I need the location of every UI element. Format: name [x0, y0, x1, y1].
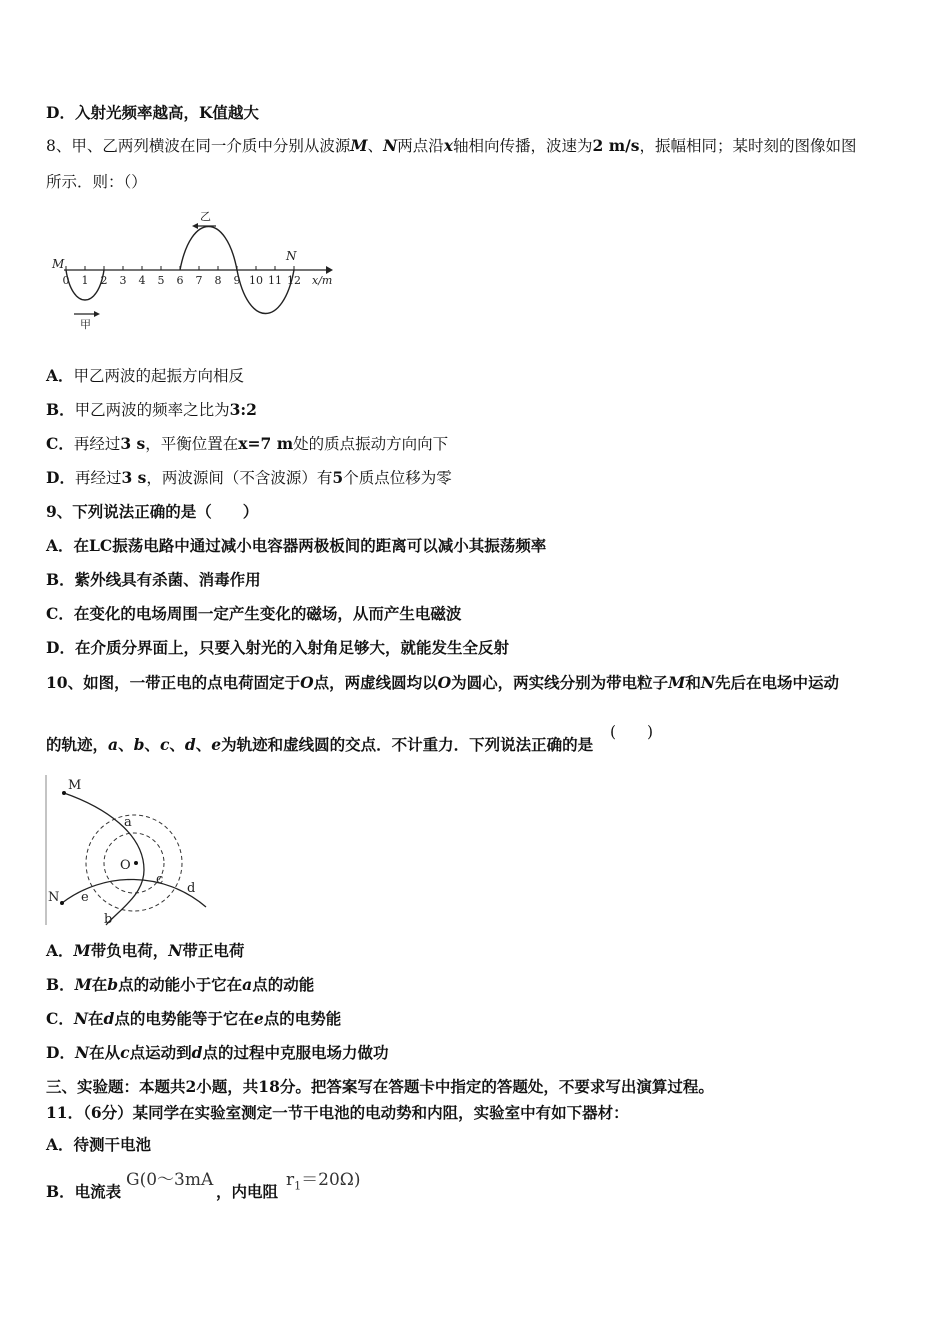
label-d: d [187, 881, 196, 896]
label-a: a [124, 815, 132, 830]
q10-answer-paren: ( ) [610, 723, 654, 741]
tick-2: 2 [100, 274, 108, 287]
tick-8: 8 [214, 274, 222, 287]
q10-option-d: D．N在从c点运动到d点的过程中克服电场力做功 [46, 1043, 389, 1062]
q10-field-figure [44, 775, 214, 927]
tick-11: 11 [268, 274, 282, 287]
q10-option-a: A．M带负电荷，N带正电荷 [46, 941, 245, 960]
q9-option-a: A．在LC振荡电路中通过减小电容器两极板间的距离可以减小其振荡频率 [46, 536, 547, 555]
q9-option-b: B．紫外线具有杀菌、消毒作用 [46, 570, 261, 589]
q9-option-d: D．在介质分界面上，只要入射光的入射角足够大，就能发生全反射 [46, 638, 509, 657]
q10-stem-line1: 10、如图，一带正电的点电荷固定于O点，两虚线圆均以O为圆心，两实线分别为带电粒子M和N先后在电场中运动 [46, 673, 840, 692]
q8-stem-line1: 8、甲、乙两列横波在同一介质中分别从波源M、N两点沿x轴相向传播，波速为2 m/s，振幅相同；某时刻的图像如图 [46, 136, 857, 155]
label-b: b [104, 912, 113, 927]
tick-12: 12 [287, 274, 301, 287]
tick-10: 10 [249, 274, 263, 287]
label-n: N [286, 249, 297, 263]
point-charge-o [134, 861, 138, 865]
q10-stem-line2: 的轨迹，a、b、c、d、e为轨迹和虚线圆的交点．不计重力．下列说法正确的是 [46, 735, 594, 754]
tick-9: 9 [233, 274, 241, 287]
label-e: e [81, 890, 89, 905]
tick-0: 0 [62, 274, 70, 287]
tick-4: 4 [138, 274, 146, 287]
tick-6: 6 [176, 274, 184, 287]
q11-formula-r: $r_1=20\Omega$) [286, 1170, 361, 1193]
label-n: N [48, 890, 60, 905]
q8-wave-figure [46, 200, 346, 336]
q8-option-a: A．甲乙两波的起振方向相反 [46, 366, 245, 385]
axis-label: x/m [312, 274, 333, 287]
section3-heading: 三、实验题：本题共2小题，共18分。把答案写在答题卡中指定的答题处，不要求写出演算过程。 [46, 1077, 714, 1096]
point-n [60, 901, 64, 905]
q9-stem: 9、下列说法正确的是（ ） [46, 502, 259, 521]
q10-option-c: C．N在d点的电势能等于它在e点的电势能 [46, 1009, 342, 1028]
label-jia: 甲 [80, 318, 91, 331]
tick-5: 5 [157, 274, 165, 287]
q8-option-d: D．再经过3 s，两波源间（不含波源）有5个质点位移为零 [46, 468, 452, 487]
q10-option-b: B．M在b点的动能小于它在a点的动能 [46, 975, 315, 994]
q8-stem-line2: 所示．则：（） [46, 173, 147, 191]
tick-3: 3 [119, 274, 127, 287]
q8-option-b: B．甲乙两波的频率之比为3:2 [46, 400, 257, 419]
tick-1: 1 [81, 274, 89, 287]
q7-option-d: D．入射光频率越高，K值越大 [46, 103, 259, 122]
label-m: M [68, 778, 82, 793]
q11-option-a: A．待测干电池 [46, 1135, 152, 1154]
label-c: c [156, 872, 164, 887]
q11-stem: 11．（6分）某同学在实验室测定一节干电池的电动势和内阻，实验室中有如下器材： [46, 1103, 629, 1122]
q11-option-b-resistance-label: ，内电阻 [216, 1182, 279, 1201]
q9-option-c: C．在变化的电场周围一定产生变化的磁场，从而产生电磁波 [46, 604, 462, 623]
q11-formula-g: G(0～3mA [126, 1170, 214, 1190]
x-axis-arrow [326, 266, 333, 274]
q11-option-b: B．电流表 [46, 1182, 122, 1201]
label-o: O [120, 858, 131, 873]
label-yi: 乙 [200, 210, 211, 223]
point-m [62, 791, 66, 795]
q8-option-c: C．再经过3 s，平衡位置在x=7 m处的质点振动方向向下 [46, 434, 449, 453]
label-m: M [52, 257, 65, 271]
tick-7: 7 [195, 274, 203, 287]
